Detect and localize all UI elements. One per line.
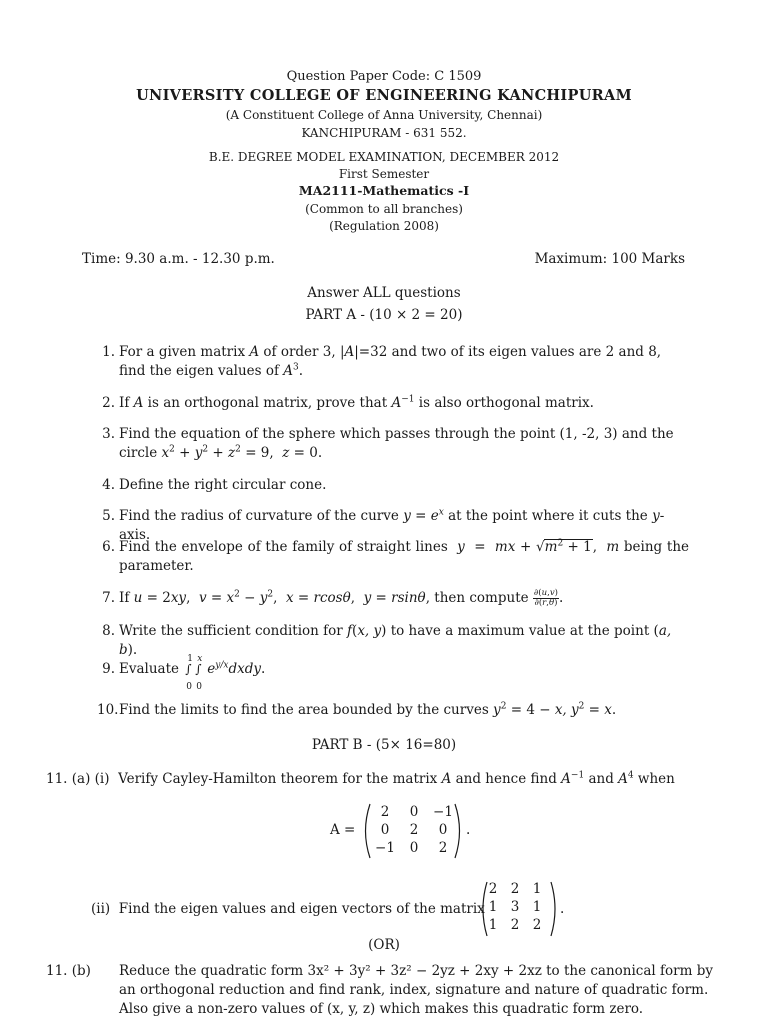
exam-title: B.E. DEGREE MODEL EXAMINATION, DECEMBER 2012 [208,150,560,164]
matrix-cell: 1 [532,881,542,897]
question-number: (ii) [91,901,111,917]
question-paper-code: Question Paper Code: C 1509 [286,69,482,84]
matrix-cell: 0 [409,840,419,856]
question-text [119,962,713,1019]
question-text: Define the right circular cone. [119,477,327,493]
common-branches: (Common to all branches) [305,202,463,216]
question-text: Write the sufficient condition for f(x, y) to have a maximum value at the point (a, b). [119,623,672,658]
matrix-cell: −1 [433,804,453,820]
matrix-cell: 1 [488,899,498,915]
question-number: 11. (b) [46,963,91,979]
question-number: 6. [102,539,115,555]
semester: First Semester [338,167,430,181]
regulation: (Regulation 2008) [329,219,439,233]
answer-all-instruction: Answer ALL questions [307,285,461,301]
question-text: Find the equation of the sphere which passes through the point (1, -2, 3) and the circle $x^2 + y^2 + z^2 = 9$, z = 0. [119,426,674,461]
college-location: KANCHIPURAM - 631 552. [301,126,467,140]
matrix-cell: 1 [532,899,542,915]
question-text: If A is an orthogonal matrix, prove that $A^{-1}$ is also orthogonal matrix. [119,394,594,411]
affiliation: (A Constituent College of Anna University, Chennai) [225,108,543,122]
matrix-cell: 2 [532,917,542,933]
matrix-cell: 0 [380,822,390,838]
question-text: Verify Cayley-Hamilton theorem for the matrix A and hence find $A^{-1}$ and $A^4$ when [118,770,675,787]
question-text: If u = 2xy, $v = x^2 - y^2$, x = rcosθ, y = rsinθ, then compute $\frac{\partial(u,v)}{\partial(r,\theta)}$ . [119,588,564,608]
question-text: Evaluate 1 x ∫ ∫ 0 0 $e^{y/x}dxdy$. [119,654,266,692]
question-text: Find the radius of curvature of the curve $y = e^x$ at the point where it cuts the y-axis. [119,507,665,543]
matrix-cell: 2 [438,840,448,856]
question-11a-ii [91,901,485,917]
exam-time: Time: 9.30 a.m. - 12.30 p.m. [82,251,275,267]
question-number: 3. [102,426,115,442]
question-text: Find the limits to find the area bounded by the curves $y^2 = 4 - x$, $y^2 = x$. [119,701,617,718]
maximum-marks: Maximum: 100 Marks [534,251,685,267]
question-text-line: Reduce the quadratic form 3x² + 3y² + 3z² − 2yz + 2xy + 2xz to the canonical form by [119,963,713,979]
right-paren [551,882,555,936]
question-text: For a given matrix A of order 3, |A|=32 and two of its eigen values are 2 and 8, find the eigen values of $A^3$. [119,344,662,379]
question-text: Find the eigen values and eigen vectors of the matrix [118,901,485,917]
question-text: Find the envelope of the family of straight lines y = mx + $√m^2 + 1$, m being the parameter. [119,538,690,574]
matrix-cell: −1 [375,840,395,856]
question-number: 10. [97,702,119,718]
question-text-line: an orthogonal reduction and find rank, index, signature and nature of quadratic form. [119,982,709,998]
matrix-cell: 2 [510,917,520,933]
question-number: 8. [102,623,115,639]
part-a-heading: PART A - (10 × 2 = 20) [305,307,463,323]
double-integral: 1 x ∫ ∫ 0 0 [185,654,203,692]
period: . [560,901,565,917]
question-11a-i [46,771,675,787]
question-number: 7. [102,590,115,606]
matrix-cell: 0 [438,822,448,838]
or-separator: (OR) [368,937,400,953]
matrix-cell: 3 [510,899,520,915]
matrix-cell: 2 [409,822,419,838]
question-number: 2. [102,395,115,411]
university-name: UNIVERSITY COLLEGE OF ENGINEERING KANCHIPURAM [136,87,632,104]
question-number: 5. [102,508,115,524]
question-text-line: Also give a non-zero values of (x, y, z) which makes this quadratic form zero. [119,1001,644,1017]
matrix-cell: 2 [510,881,520,897]
period: . [466,822,471,838]
question-number: 1. [102,344,115,360]
matrix-cell: 1 [488,917,498,933]
matrix-cell: 2 [488,881,498,897]
matrix-cell: 0 [409,804,419,820]
matrix-a-label: A = [330,822,356,838]
question-number: 9. [102,661,115,677]
matrix-cell: 2 [380,804,390,820]
subject-code: MA2111-Mathematics -I [298,183,470,198]
question-number: 11. (a) (i) [46,771,110,787]
left-paren [366,804,371,858]
question-number: 4. [102,477,115,493]
part-b-heading: PART B - (5× 16=80) [311,737,457,753]
